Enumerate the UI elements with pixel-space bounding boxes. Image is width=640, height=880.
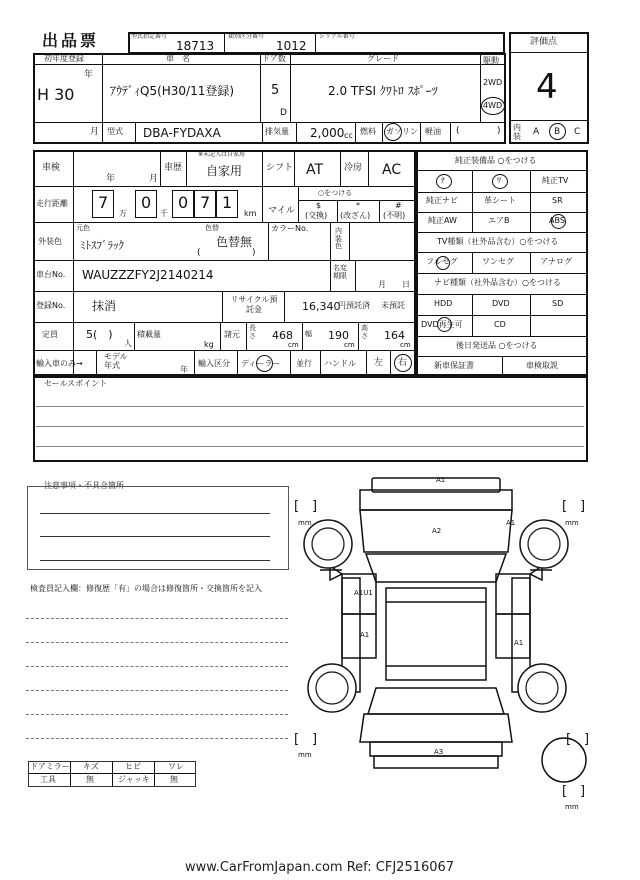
tamper-symbol: * xyxy=(356,201,360,210)
equip-navi-mark-circle xyxy=(436,174,452,189)
navi-dvd: DVD xyxy=(492,299,510,308)
doors-label: ドア数 xyxy=(262,54,286,63)
paren-close: ) xyxy=(497,126,501,136)
shift-label: シフト xyxy=(266,163,294,173)
navi-dvd-playback-circle xyxy=(437,317,452,332)
navi-cd: CD xyxy=(494,320,506,329)
name-change-day: 日 xyxy=(402,280,410,289)
fuel-circle xyxy=(384,123,402,141)
displacement-unit: cc xyxy=(344,131,353,140)
doors-value: 5 xyxy=(271,83,280,98)
import-label: 輸入車のみ→ xyxy=(36,359,83,368)
handle-left: 左 xyxy=(374,358,384,368)
displacement-label: 排気量 xyxy=(265,127,289,136)
mileage-digit-5: 1 xyxy=(222,193,233,212)
cooler-label: 冷房 xyxy=(344,163,363,173)
mark-left-front-door: A1U1 xyxy=(354,589,373,597)
height-unit: cm xyxy=(400,341,411,349)
history-value: 自家用 xyxy=(206,164,243,178)
mark-right-rear: A1 xyxy=(514,639,524,647)
parallel-option: 並行 xyxy=(296,359,312,368)
registration-label: 登録No. xyxy=(36,301,66,310)
category-value: 1012 xyxy=(276,39,307,53)
capacity-label: 定員 xyxy=(42,330,58,339)
equip-abs: ABS xyxy=(549,216,565,225)
width-label: 幅 xyxy=(305,330,312,338)
length-unit: cm xyxy=(288,341,299,349)
legend-jack-value: 無 xyxy=(170,775,178,784)
model-year-label: モデル年式 xyxy=(104,352,128,370)
tire-bracket-rl-close: ] xyxy=(312,732,318,747)
equip-wa-mark: ﾜ xyxy=(497,176,501,185)
color-change-label: 色替 xyxy=(205,224,219,232)
original-color-label: 元色 xyxy=(76,224,90,232)
docs-warranty: 新車保証書 xyxy=(434,361,474,370)
equip-navi-mark: ﾅ xyxy=(441,176,445,185)
tire-spare-unit: mm xyxy=(565,803,579,811)
mile-label: マイル xyxy=(268,206,295,216)
tv-type-label: TV種類（社外品含む）○をつける xyxy=(437,237,559,246)
fuel-label: 燃料 xyxy=(360,127,376,136)
tv-fullseg-circle xyxy=(436,256,450,270)
rating-value: 4 xyxy=(536,67,558,107)
dealer-option: ディーラー xyxy=(241,359,281,368)
interior-b: B xyxy=(554,127,561,137)
rating-label: 評価点 xyxy=(530,37,558,47)
registration-value: 抹消 xyxy=(92,299,117,313)
sales-point-box xyxy=(33,376,588,462)
tire-bracket-rr-close: ] xyxy=(584,732,590,747)
drive-label: 駆動 xyxy=(483,56,499,65)
type-designation-value: 18713 xyxy=(176,39,215,53)
mileage-label: 走行距離 xyxy=(36,199,68,208)
tire-bracket-fl-open: [ xyxy=(294,499,300,514)
equip-factory-navi: 純正ナビ xyxy=(426,196,458,205)
drive-4wd-circle xyxy=(481,97,505,115)
legend-header-crack: ヒビ xyxy=(125,762,141,771)
handle-right: 右 xyxy=(398,358,408,368)
unknown-symbol: # xyxy=(395,201,402,210)
mileage-digit-2: 0 xyxy=(141,193,152,212)
sen-unit: 千 xyxy=(160,209,168,218)
import-category-label: 輸入区分 xyxy=(198,359,230,368)
interior-a: A xyxy=(533,127,540,137)
docs-label: 後日発送品 ○をつける xyxy=(456,341,538,350)
km-unit: km xyxy=(244,209,257,218)
first-reg-month-unit: 月 xyxy=(90,127,100,137)
inspector-label: 検査員記入欄：修復歴「有」の場合は修復箇所・交換箇所を記入 xyxy=(30,584,262,593)
handle-label: ハンドル xyxy=(324,359,356,368)
exterior-label: 外装色 xyxy=(38,237,62,246)
chassis-value: WAUZZZFY2J2140214 xyxy=(82,268,214,282)
dimensions-label: 諸元 xyxy=(224,330,240,339)
navi-dvd-playback: DVD再生可 xyxy=(421,320,463,329)
tire-rl-unit: mm xyxy=(298,751,312,759)
height-label: 高さ xyxy=(361,324,368,340)
model-value: DBA-FYDAXA xyxy=(143,126,221,140)
serial-label: シリアル番号 xyxy=(319,33,355,40)
interior-c: C xyxy=(574,127,581,137)
name-change-month: 月 xyxy=(378,280,386,289)
tire-bracket-spare-open: [ xyxy=(562,784,568,799)
notes-box xyxy=(27,486,289,570)
tv-analog: アナログ xyxy=(540,257,572,266)
mark-front-bumper: A1 xyxy=(436,476,446,484)
load-unit: kg xyxy=(204,340,214,349)
equip-abs-circle xyxy=(551,214,566,229)
equip-wa-mark-circle xyxy=(492,174,508,189)
original-color-value: ﾐﾄｽﾌﾞﾗｯｸ xyxy=(80,239,124,252)
width-value: 190 xyxy=(328,329,349,342)
dealer-circle xyxy=(256,355,273,372)
capacity-unit: 人 xyxy=(124,339,132,348)
car-damage-diagram xyxy=(290,470,595,815)
recycle-value: 16,340 xyxy=(302,300,341,313)
man-unit: 万 xyxy=(119,209,127,218)
cooler-value: AC xyxy=(382,162,402,178)
tire-bracket-fl-close: ] xyxy=(312,499,318,514)
length-label: 長さ xyxy=(249,324,256,340)
doors-d-unit: D xyxy=(280,108,287,118)
recycle-label: リサイクル預託金 xyxy=(230,295,278,314)
tire-bracket-rr-open: [ xyxy=(566,732,572,747)
mileage-digit-4: 7 xyxy=(200,193,211,212)
factory-equipment-label: 純正装備品 ○をつける xyxy=(455,156,537,165)
first-registration-label: 初年度登録 xyxy=(44,54,84,63)
equip-factory-tv: 純正TV xyxy=(542,176,569,185)
navi-hdd: HDD xyxy=(434,299,453,308)
recycle-unit: 円預託済 xyxy=(338,301,370,310)
interior-color-label: 内装色 xyxy=(335,227,342,251)
tamper-label: (改ざん) xyxy=(340,211,371,220)
mark-hood: A2 xyxy=(432,527,442,535)
equip-airbag: エアB xyxy=(488,216,510,225)
legend-tools-value: 無 xyxy=(86,775,94,784)
first-registration-year: H 30 xyxy=(37,85,75,104)
legend-jack: ジャッキ xyxy=(118,775,150,784)
color-paren-open: ( xyxy=(197,248,201,258)
equip-sunroof: SR xyxy=(552,196,563,205)
chassis-label: 車台No. xyxy=(36,270,66,279)
color-no-label: カラーNo. xyxy=(271,224,309,233)
legend-header-scratch: キズ xyxy=(83,762,99,771)
displacement-value: 2,000 xyxy=(310,126,345,140)
shaken-label: 車検 xyxy=(42,163,61,173)
shaken-year-unit: 年 xyxy=(106,174,116,184)
exchange-label: (交換) xyxy=(305,211,328,220)
shift-value: AT xyxy=(306,162,324,178)
tire-fl-unit: mm xyxy=(298,519,312,527)
equip-factory-aw: 純正AW xyxy=(428,216,457,225)
name-change-label: 名変期限 xyxy=(333,264,347,281)
tire-bracket-fr-close: ] xyxy=(580,499,586,514)
drive-2wd: 2WD xyxy=(483,78,503,87)
model-label: 型式 xyxy=(107,127,123,136)
mileage-digit-1: 7 xyxy=(98,193,109,212)
source-watermark: www.CarFromJapan.com Ref: CFJ2516067 xyxy=(185,860,455,875)
length-value: 468 xyxy=(272,329,293,342)
shaken-month-unit: 月 xyxy=(149,174,159,184)
mark-right-front: A1 xyxy=(506,519,516,527)
type-designation-label: 型式指定番号 xyxy=(131,33,168,40)
width-unit: cm xyxy=(344,341,355,349)
mark-left-rear-door: A1 xyxy=(360,631,370,639)
car-name-value: ｱｳﾃﾞｨQ5(H30/11登録) xyxy=(110,84,235,98)
docs-manual: 車検取説 xyxy=(526,361,558,370)
legend-tools: 工具 xyxy=(40,775,56,784)
equip-leather-seat: 革シート xyxy=(484,196,516,205)
mileage-digit-3: 0 xyxy=(178,193,189,212)
notes-label: 注意事項・不具合箇所 xyxy=(44,481,124,490)
grade-value: 2.0 TFSI ｸﾜﾄﾛ ｽﾎﾟｰﾂ xyxy=(328,84,438,98)
tire-bracket-rl-open: [ xyxy=(294,732,300,747)
navi-type-label: ナビ種類（社外品含む）○をつける xyxy=(434,278,561,287)
capacity-value: 5( ) xyxy=(86,328,113,341)
load-label: 積載量 xyxy=(137,330,161,339)
legend-header-mirror: ドアミラー xyxy=(30,762,70,771)
history-note: ※未記入は自家用 xyxy=(198,151,246,158)
tire-bracket-fr-open: [ xyxy=(562,499,568,514)
circle-note: ○をつける xyxy=(318,189,353,197)
color-paren-close: ) xyxy=(252,248,256,258)
tire-fr-unit: mm xyxy=(565,519,579,527)
history-label: 車歴 xyxy=(164,163,183,173)
grade-label: グレード xyxy=(367,54,399,63)
car-name-label: 車 名 xyxy=(166,54,190,63)
document-title: 出品票 xyxy=(42,31,100,50)
model-year-unit: 年 xyxy=(180,365,188,374)
interior-b-circle xyxy=(549,123,566,140)
tv-fullseg: フルセグ xyxy=(426,257,458,266)
mark-rear-bumper: A3 xyxy=(434,748,444,756)
unknown-label: (不明) xyxy=(383,211,406,220)
fuel-value: ガソリン xyxy=(386,127,418,136)
recycle-unpaid: 未預託 xyxy=(381,301,405,310)
legend-header-break: ワレ xyxy=(168,762,184,771)
exchange-symbol: $ xyxy=(316,201,322,210)
paren-open: ( xyxy=(456,126,460,136)
interior-label: 内装 xyxy=(513,123,521,141)
tv-oneseg: ワンセグ xyxy=(482,257,514,266)
drive-4wd: 4WD xyxy=(483,101,503,110)
first-reg-year-unit: 年 xyxy=(84,70,94,80)
color-change-value: 色替無 xyxy=(216,235,253,249)
handle-right-circle xyxy=(394,354,412,372)
navi-sd: SD xyxy=(552,299,564,308)
sales-point-label: セールスポイント xyxy=(44,379,108,388)
category-label: 類別区分番号 xyxy=(228,33,265,40)
light-oil-label: 軽油 xyxy=(425,127,441,136)
height-value: 164 xyxy=(384,329,405,342)
tire-bracket-spare-close: ] xyxy=(580,784,586,799)
